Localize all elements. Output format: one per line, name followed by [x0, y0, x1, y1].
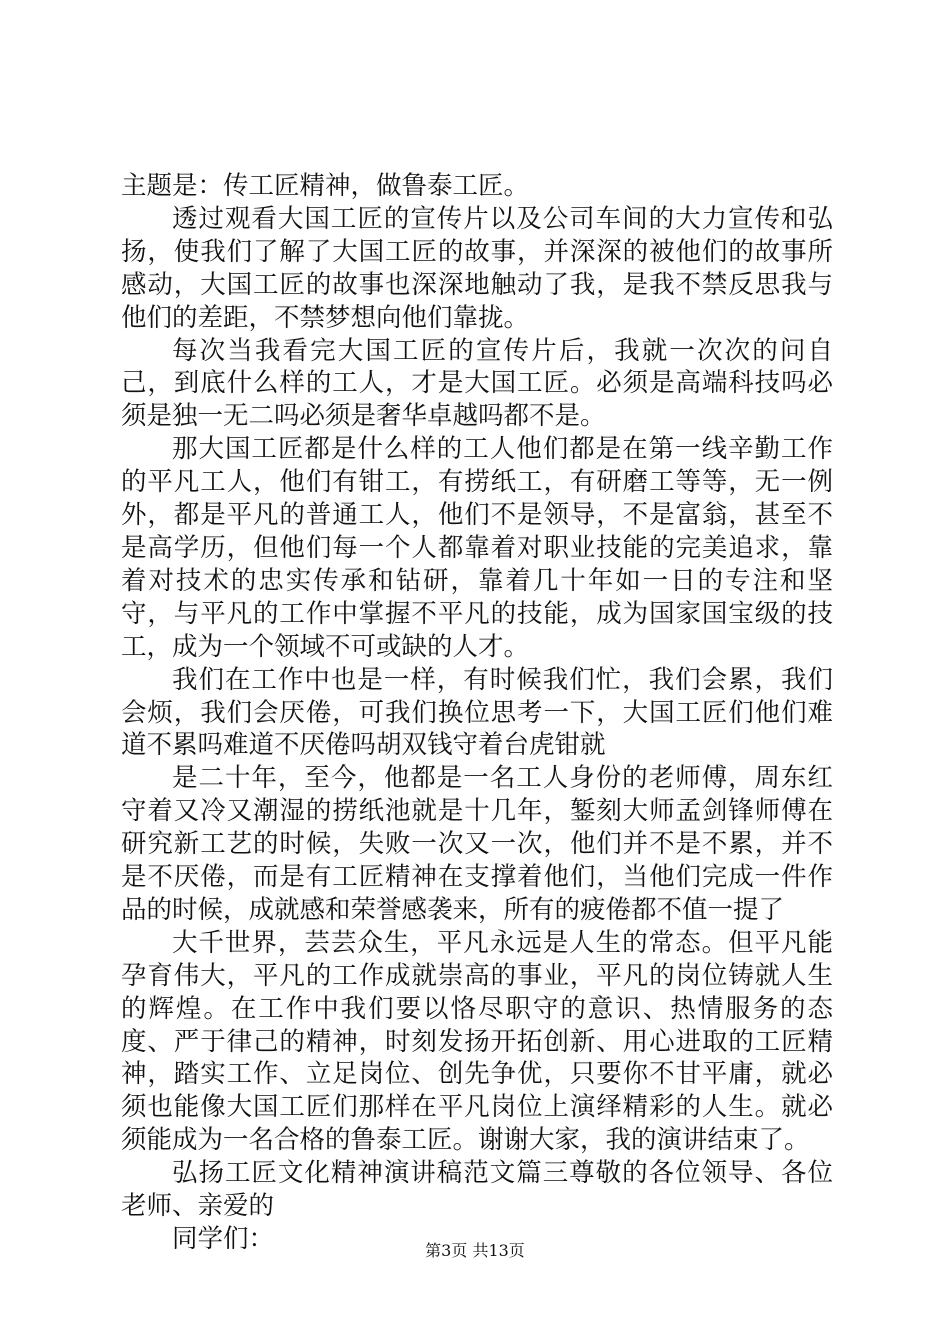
paragraph-3: 那大国工匠都是什么样的工人他们都是在第一线辛勤工作的平凡工人，他们有钳工，有捞纸工，有研磨工等等，无一例外，都是平凡的普通工人，他们不是领导，不是富翁，甚至不是高学历，但他们每一个人都靠着对职业技能的完美追求，靠着对技术的忠实传承和钻研，靠着几十年如一日的专注和坚守，与平凡的工作中掌握不平凡的技能，成为国家国宝级的技工，成为一个领域不可或缺的人才。: [121, 434, 833, 662]
paragraph-1: 透过观看大国工匠的宣传片以及公司车间的大力宣传和弘扬，使我们了解了大国工匠的故事，并深深的被他们的故事所感动，大国工匠的故事也深深地触动了我，是我不禁反思我与他们的差距，不禁梦想向他们靠拢。: [121, 203, 833, 333]
document-body: [121, 170, 833, 1256]
paragraph-4: 我们在工作中也是一样，有时候我们忙，我们会累，我们会烦，我们会厌倦，可我们换位思考一下，大国工匠们他们难道不累吗难道不厌倦吗胡双钱守着台虎钳就: [121, 664, 833, 761]
paragraph-2: 每次当我看完大国工匠的宣传片后，我就一次次的问自己，到底什么样的工人，才是大国工匠。必须是高端科技吗必须是独一无二吗必须是奢华卓越吗都不是。: [121, 335, 833, 432]
paragraph-5: 是二十年，至今，他都是一名工人身份的老师傅，周东红守着又冷又潮湿的捞纸池就是十几年，錾刻大师孟剑锋师傅在研究新工艺的时候，失败一次又一次，他们并不是不累，并不是不厌倦，而是有工匠精神在支撑着他们，当他们完成一件作品的时候，成就感和荣誉感袭来，所有的疲倦都不值一提了: [121, 763, 833, 925]
page-number-footer: 第3页 共13页: [425, 1241, 525, 1260]
paragraph-theme: 主题是：传工匠精神，做鲁泰工匠。: [121, 171, 530, 201]
paragraph-6: 大千世界，芸芸众生，平凡永远是人生的常态。但平凡能孕育伟大，平凡的工作成就崇高的事业，平凡的岗位铸就人生的辉煌。在工作中我们要以恪尽职守的意识、热情服务的态度、严于律己的精神，时刻发扬开拓创新、用心进取的工匠精神，踏实工作、立足岗位、创先争优，只要你不甘平庸，就必须也能像大国工匠们那样在平凡岗位上演绎精彩的人生。就必须能成为一名合格的鲁泰工匠。谢谢大家，我的演讲结束了。: [121, 927, 833, 1156]
paragraph-7: 弘扬工匠文化精神演讲稿范文篇三尊敬的各位领导、各位老师、亲爱的: [121, 1158, 833, 1222]
paragraph-8: 同学们：: [172, 1224, 275, 1254]
